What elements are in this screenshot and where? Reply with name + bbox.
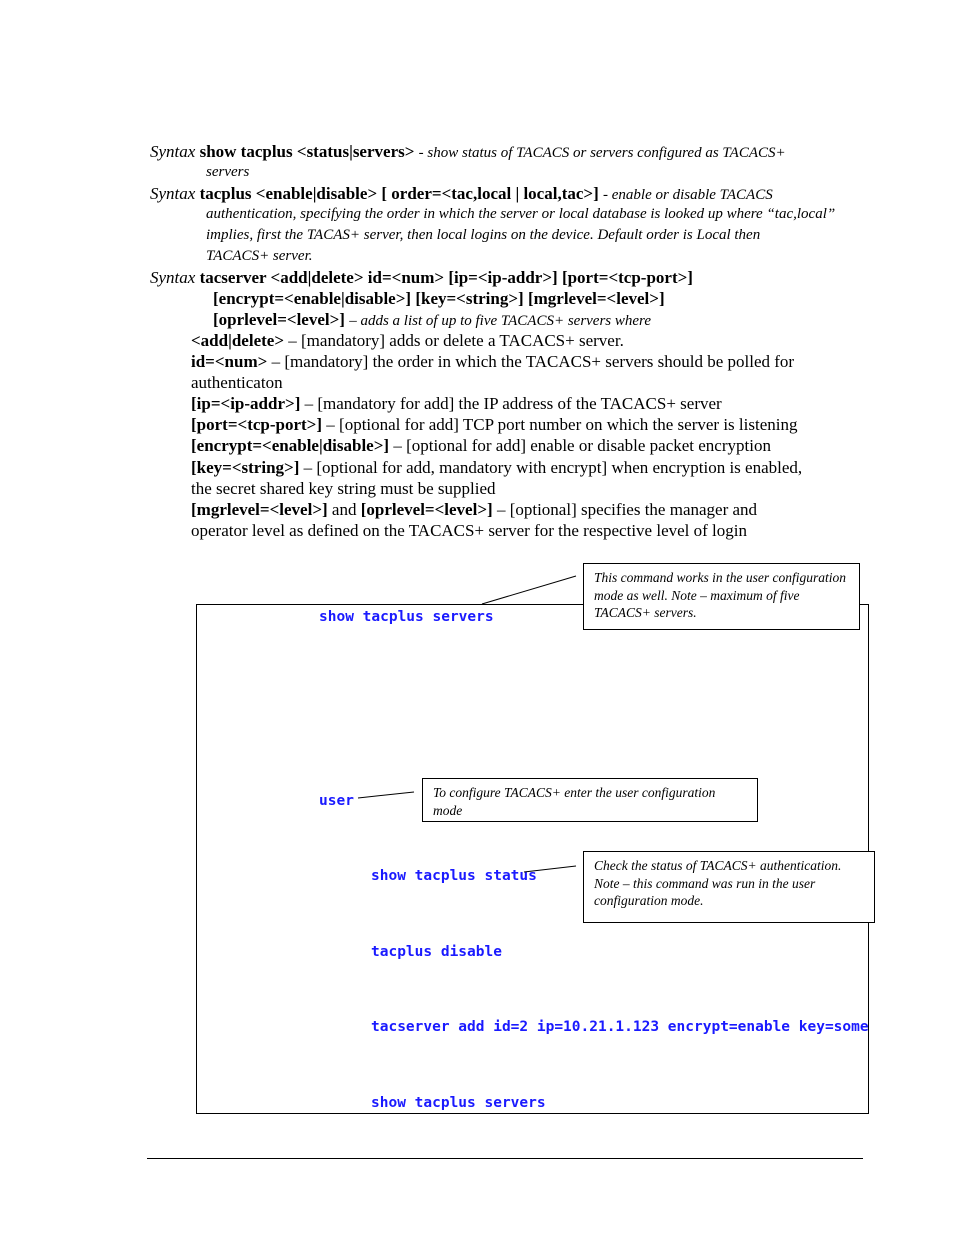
param-desc: – [mandatory] the order in which the TACACS+ servers should be polled for: [271, 352, 795, 371]
syntax-description: – adds a list of up to five TACACS+ servers where: [349, 313, 651, 329]
syntax-label: Syntax: [150, 268, 196, 287]
param-desc: – [optional for add, mandatory with encrypt] when encryption is enabled,: [303, 458, 803, 477]
param-term: [ip=<ip-addr>]: [191, 394, 301, 413]
syntax-description-cont: TACACS+ server.: [206, 248, 313, 264]
callout-check-status: Check the status of TACACS+ authentication. Note – this command was run in the user configuration mode.: [583, 851, 875, 923]
param-conjunction: and: [331, 500, 357, 519]
console-command: tacplus disable: [371, 944, 502, 960]
syntax-label: Syntax: [150, 142, 196, 161]
param-desc-cont: operator level as defined on the TACACS+ server for the respective level of login: [191, 521, 747, 540]
footer-rule: [147, 1158, 863, 1159]
param-term: [mgrlevel=<level>]: [191, 500, 328, 519]
syntax-description-cont: servers: [206, 164, 250, 180]
syntax-description-cont: implies, first the TACAS+ server, then local logins on the device. Default order is Local then: [206, 227, 761, 243]
syntax-description: - enable or disable TACACS: [603, 187, 773, 203]
param-term: [encrypt=<enable|disable>]: [191, 436, 390, 455]
leader-line: [358, 792, 414, 798]
callout-enter-user-config: To configure TACACS+ enter the user configuration mode: [422, 778, 758, 822]
param-desc: – [optional] specifies the manager and: [496, 500, 758, 519]
param-term: [port=<tcp-port>]: [191, 415, 323, 434]
syntax-command: show tacplus <status|servers>: [199, 142, 415, 161]
console-command: tacserver add id=2 ip=10.21.1.123 encrypt=enable key=some: [371, 1019, 869, 1035]
param-desc-cont: authenticaton: [191, 373, 283, 392]
param-desc-cont: the secret shared key string must be supplied: [191, 479, 496, 498]
callout-user-config-note: This command works in the user configuration mode as well. Note – maximum of five TACACS+ servers.: [583, 563, 860, 630]
syntax-command: tacserver <add|delete> id=<num> [ip=<ip-addr>] [port=<tcp-port>]: [199, 268, 693, 287]
console-command: show tacplus servers: [319, 609, 494, 625]
param-desc: – [mandatory for add] the IP address of the TACACS+ server: [304, 394, 722, 413]
console-command: user: [319, 793, 354, 809]
syntax-command: tacplus <enable|disable> [ order=<tac,local | local,tac>]: [199, 184, 599, 203]
param-term: id=<num>: [191, 352, 268, 371]
console-command: show tacplus status: [371, 868, 537, 884]
syntax-command: [oprlevel=<level>]: [213, 310, 345, 329]
param-term: <add|delete>: [191, 331, 285, 350]
param-desc: – [mandatory] adds or delete a TACACS+ server.: [288, 331, 624, 350]
syntax-description: - show status of TACACS or servers configured as TACACS+: [418, 145, 786, 161]
syntax-label: Syntax: [150, 184, 196, 203]
param-desc: – [optional for add] TCP port number on which the server is listening: [326, 415, 798, 434]
console-command: show tacplus servers: [371, 1095, 546, 1111]
syntax-description-cont: authentication, specifying the order in which the server or local database is looked up where “tac,local”: [206, 206, 836, 222]
leader-line: [482, 576, 576, 604]
param-term: [key=<string>]: [191, 458, 300, 477]
param-term: [oprlevel=<level>]: [360, 500, 493, 519]
leader-line: [524, 866, 576, 872]
param-desc: – [optional for add] enable or disable packet encryption: [393, 436, 771, 455]
syntax-command-cont: [encrypt=<enable|disable>] [key=<string>] [mgrlevel=<level>]: [213, 289, 665, 308]
